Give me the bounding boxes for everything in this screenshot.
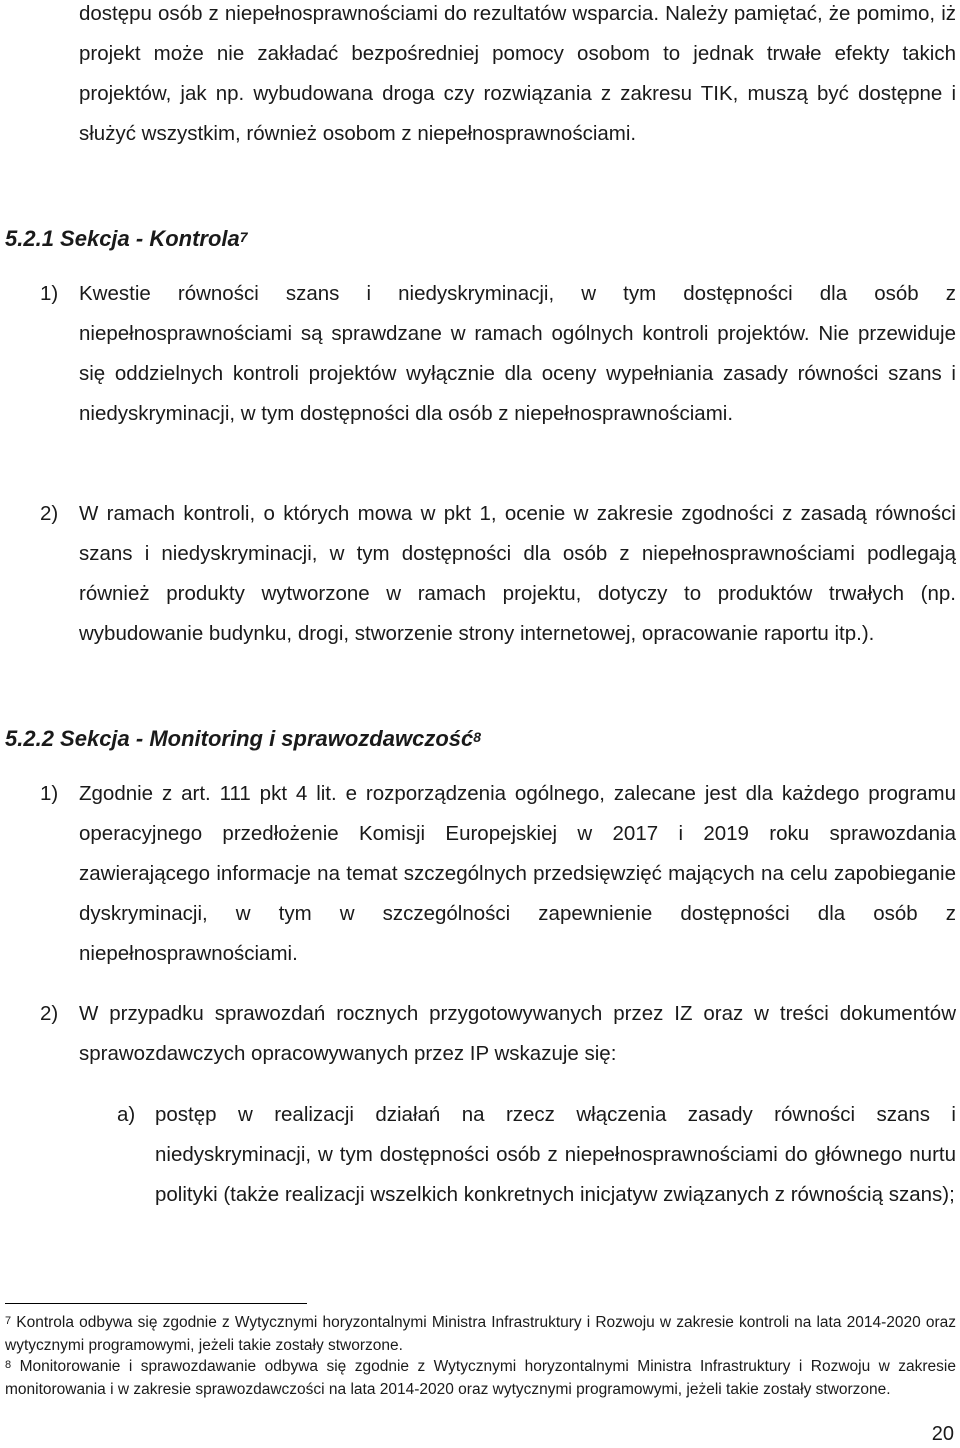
section-heading-monitoring [5, 724, 481, 756]
list-number: 2) [40, 502, 59, 525]
footnote-number: 7 [5, 1315, 12, 1327]
footnote-number: 8 [5, 1359, 12, 1371]
footnote-text: Monitorowanie i sprawozdawanie odbywa się zgodnie z Wytycznymi horyzontalnymi Ministra Infrastruktury i Rozwoju w zakresie monitorowania i w zakresie sprawozdawczości na lata 2014-2020 oraz wytycznymi programowymi, jeżeli takie zostały stworzone. [5, 1358, 956, 1398]
intro-paragraph: dostępu osób z niepełnosprawnościami do rezultatów wsparcia. Należy pamiętać, że pomimo, iż projekt może nie zakładać bezpośredniej pomocy osobom to jednak trwałe efekty takich projektów, jak np. wybudowana droga czy rozwiązania z zakresu TIK, muszą być dostępne i służyć wszystkim, również osobom z niepełnosprawnościami. [79, 2, 956, 145]
footnote-text: Kontrola odbywa się zgodnie z Wytycznymi horyzontalnymi Ministra Infrastruktury i Rozwoju w zakresie kontroli na lata 2014-2020 oraz wytycznymi programowymi, jeżeli takie zostały stworzone. [5, 1314, 956, 1354]
monitoring-item-2: W przypadku sprawozdań rocznych przygotowywanych przez IZ oraz w treści dokumentów sprawozdawczych opracowywanych przez IP wskazuje się: [79, 1002, 956, 1065]
list-number: 1) [40, 282, 59, 305]
footnote-8 [5, 1356, 956, 1401]
page-number: 20 [931, 1423, 954, 1445]
heading-text: 5.2.1 Sekcja - Kontrola [5, 226, 240, 251]
kontrola-item-2: W ramach kontroli, o których mowa w pkt 1, ocenie w zakresie zgodności z zasadą równości szans i niedyskryminacji, w tym dostępności dla osób z niepełnosprawnościami podlegają również produkty wytworzone w ramach projektu, dotyczy to produktów trwałych (np. wybudowanie budynku, drogi, stworzenie strony internetowej, opracowanie raportu itp.). [79, 502, 956, 645]
list-number: 1) [40, 782, 59, 805]
sub-list-letter: a) [117, 1103, 136, 1126]
section-heading-kontrola [5, 224, 248, 256]
list-number: 2) [40, 1002, 59, 1025]
heading-text: 5.2.2 Sekcja - Monitoring i sprawozdawczość [5, 726, 474, 751]
footnote-7 [5, 1312, 956, 1357]
monitoring-item-1: Zgodnie z art. 111 pkt 4 lit. e rozporządzenia ogólnego, zalecane jest dla każdego programu operacyjnego przedłożenie Komisji Europejskiej w 2017 i 2019 roku sprawozdania zawierającego informacje na temat szczególnych przedsięwzięć mających na celu zapobieganie dyskryminacji, w tym w szczególności zapewnienie dostępności dla osób z niepełnosprawnościami. [79, 782, 956, 965]
footnote-ref-8[interactable]: 8 [473, 729, 482, 745]
footnote-separator [5, 1303, 307, 1304]
monitoring-item-2a: postęp w realizacji działań na rzecz włączenia zasady równości szans i niedyskryminacji, w tym dostępności osób z niepełnosprawnościami do głównego nurtu polityki (także realizacji wszelkich konkretnych inicjatyw związanych z równością szans); [155, 1103, 956, 1206]
kontrola-item-1: Kwestie równości szans i niedyskryminacji, w tym dostępności dla osób z niepełnosprawnościami są sprawdzane w ramach ogólnych kontroli projektów. Nie przewiduje się oddzielnych kontroli projektów wyłącznie dla oceny wypełniania zasady równości szans i niedyskryminacji, w tym dostępności dla osób z niepełnosprawnościami. [79, 282, 956, 425]
footnote-ref-7[interactable]: 7 [239, 229, 248, 245]
